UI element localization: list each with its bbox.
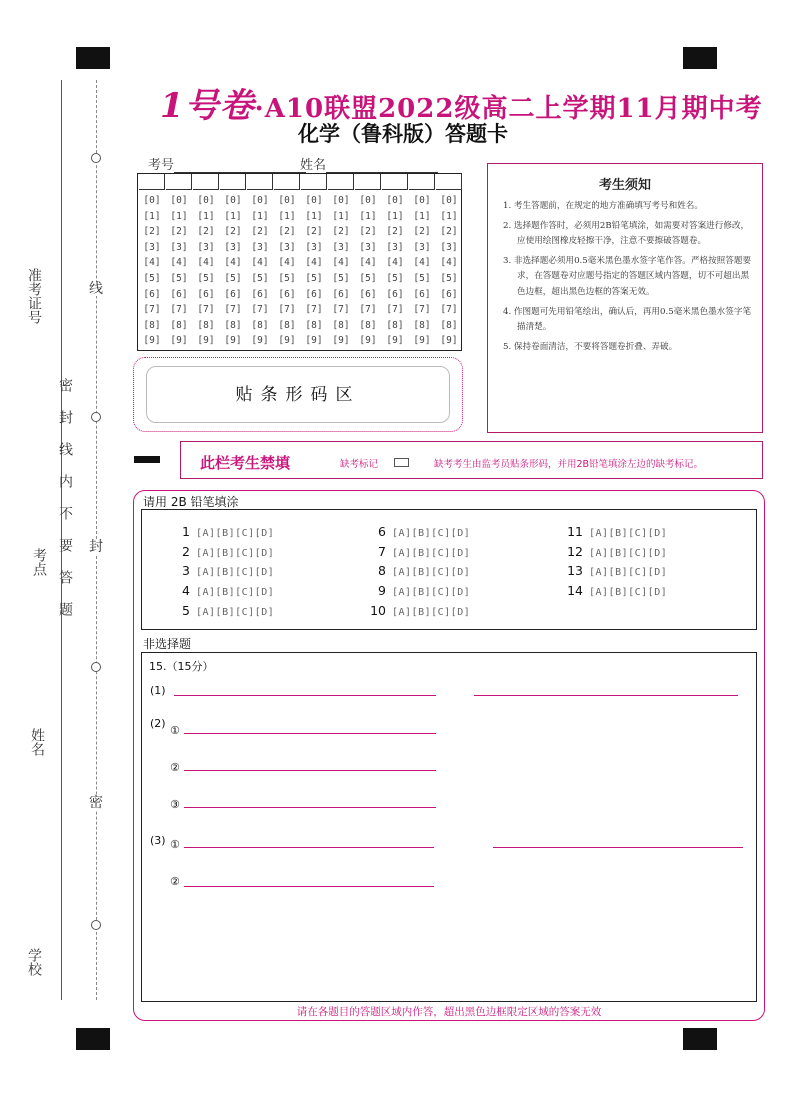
digit-bubble[interactable]: [9]: [251, 335, 269, 347]
mc-question-number: 10: [370, 603, 386, 618]
digit-bubble[interactable]: [0]: [386, 195, 404, 206]
digit-bubble[interactable]: [5]: [197, 272, 215, 284]
digit-bubble[interactable]: [5]: [170, 272, 188, 284]
part-3-sub-1-label: ①: [170, 838, 180, 851]
mc-question-number: 11: [567, 524, 583, 539]
digit-bubble[interactable]: [3]: [143, 241, 161, 253]
multiple-choice-box: [141, 509, 757, 630]
mc-question-number: 13: [567, 563, 583, 578]
digit-bubble[interactable]: [7]: [197, 304, 215, 316]
digit-bubble[interactable]: [2]: [359, 226, 377, 238]
mc-question: [368, 583, 470, 598]
exam-title: 1号卷·A10联盟2022级高二上学期11月期中考: [160, 86, 763, 126]
mc-question-number: 9: [378, 583, 386, 598]
digit-column: [301, 193, 327, 349]
mc-option-bubbles[interactable]: [A][B][C][D]: [196, 548, 275, 559]
digit-bubble[interactable]: [0]: [413, 195, 431, 206]
mc-question: [172, 563, 274, 578]
digit-bubble[interactable]: [1]: [386, 210, 404, 222]
mc-question: [172, 603, 274, 618]
digit-bubble[interactable]: [6]: [251, 288, 269, 300]
digit-bubble[interactable]: [6]: [386, 288, 404, 300]
mc-option-bubbles[interactable]: [A][B][C][D]: [589, 548, 668, 559]
digit-entry-box[interactable]: [328, 174, 354, 190]
notice-item: 2. 选择题作答时，必须用2B铅笔填涂，如需要对答案进行修改，应使用绘图橡皮轻擦干净，注意不要擦破答题卷。: [503, 220, 750, 247]
digit-column: [436, 193, 462, 349]
digit-bubble[interactable]: [4]: [332, 257, 350, 269]
mc-question: [565, 563, 667, 578]
digit-bubble[interactable]: [0]: [278, 195, 296, 206]
mc-question: [565, 524, 667, 539]
digit-bubble[interactable]: [9]: [224, 335, 242, 347]
digit-column: [139, 193, 165, 349]
absent-mark-checkbox[interactable]: [394, 458, 409, 467]
digit-bubble[interactable]: [8]: [278, 319, 296, 331]
digit-bubble[interactable]: [8]: [440, 319, 458, 331]
digit-bubble[interactable]: [8]: [332, 319, 350, 331]
mc-question: [368, 544, 470, 559]
digit-bubble[interactable]: [4]: [170, 257, 188, 269]
digit-bubble[interactable]: [6]: [305, 288, 323, 300]
notice-item: 4. 作图题可先用铅笔绘出，确认后，再用0.5毫米黑色墨水签字笔描清楚。: [503, 306, 752, 333]
digit-entry-box[interactable]: [247, 174, 273, 190]
digit-bubble[interactable]: [7]: [386, 304, 404, 316]
digit-bubble[interactable]: [9]: [413, 335, 431, 347]
answer-line-2-2[interactable]: [184, 770, 436, 771]
digit-bubble[interactable]: [3]: [251, 241, 269, 253]
digit-entry-box[interactable]: [409, 174, 435, 190]
digit-bubble[interactable]: [5]: [440, 272, 458, 284]
part-1-label: (1): [150, 684, 166, 697]
seal-secret-label: 密: [89, 795, 103, 811]
digit-bubble[interactable]: [8]: [143, 319, 161, 331]
digit-column: [409, 193, 435, 349]
digit-bubble[interactable]: [3]: [278, 241, 296, 253]
digit-bubble[interactable]: [1]: [143, 210, 161, 222]
digit-column: [166, 193, 192, 349]
digit-bubble[interactable]: [4]: [197, 257, 215, 269]
digit-bubble[interactable]: [1]: [224, 210, 242, 222]
digit-entry-box[interactable]: [301, 174, 327, 190]
mc-question-number: 1: [182, 524, 190, 539]
digit-bubble[interactable]: [9]: [197, 335, 215, 347]
digit-bubble[interactable]: [2]: [305, 226, 323, 238]
digit-bubble[interactable]: [3]: [170, 241, 188, 253]
mc-question: [172, 583, 274, 598]
digit-entry-box[interactable]: [193, 174, 219, 190]
digit-bubble[interactable]: [5]: [143, 272, 161, 284]
digit-bubble[interactable]: [2]: [224, 226, 242, 238]
mc-question: [368, 563, 470, 578]
digit-bubble[interactable]: [0]: [251, 195, 269, 206]
seal-seal-label: 封: [89, 539, 103, 555]
mc-question-number: 4: [182, 583, 190, 598]
part-3-label: (3): [150, 834, 166, 847]
digit-bubble[interactable]: [6]: [224, 288, 242, 300]
alignment-mark-bottom-left: [76, 1028, 110, 1050]
digit-bubble[interactable]: [6]: [332, 288, 350, 300]
mc-question-number: 5: [182, 603, 190, 618]
answer-line-3-1b[interactable]: [493, 847, 743, 848]
digit-bubble[interactable]: [1]: [413, 210, 431, 222]
digit-bubble[interactable]: [1]: [305, 210, 323, 222]
digit-bubble[interactable]: [2]: [332, 226, 350, 238]
answer-sheet-subtitle: 化学（鲁科版）答题卡: [298, 121, 508, 146]
school-label: 学校: [26, 948, 42, 976]
part-2-sub-2-label: ②: [170, 761, 180, 774]
digit-column: [220, 193, 246, 349]
digit-bubble[interactable]: [1]: [440, 210, 458, 222]
digit-bubble[interactable]: [5]: [251, 272, 269, 284]
mc-question-number: 2: [182, 544, 190, 559]
digit-bubble[interactable]: [8]: [197, 319, 215, 331]
notice-title: 考生须知: [598, 178, 651, 193]
mc-option-bubbles[interactable]: [A][B][C][D]: [589, 587, 668, 598]
seal-warning: 密封线内不要答题: [57, 378, 73, 634]
non-choice-section-label: 非选择题: [143, 637, 192, 651]
mc-question: [368, 524, 470, 539]
digit-column: [382, 193, 408, 349]
mc-option-bubbles[interactable]: [A][B][C][D]: [392, 548, 471, 559]
digit-bubble[interactable]: [0]: [143, 195, 161, 206]
digit-bubble[interactable]: [3]: [305, 241, 323, 253]
digit-entry-box[interactable]: [274, 174, 300, 190]
digit-bubble[interactable]: [0]: [440, 195, 458, 206]
timing-mark: [134, 456, 160, 463]
digit-bubble[interactable]: [5]: [224, 272, 242, 284]
digit-bubble[interactable]: [4]: [413, 257, 431, 269]
mc-option-bubbles[interactable]: [A][B][C][D]: [196, 607, 275, 618]
mc-option-bubbles[interactable]: [A][B][C][D]: [196, 528, 275, 539]
mc-question-number: 7: [378, 544, 386, 559]
name-field[interactable]: 姓名: [300, 154, 438, 173]
digit-bubble[interactable]: [1]: [197, 210, 215, 222]
digit-bubble[interactable]: [2]: [386, 226, 404, 238]
mc-question-number: 8: [378, 563, 386, 578]
absent-mark-label: 缺考标记: [340, 459, 379, 470]
digit-bubble[interactable]: [1]: [359, 210, 377, 222]
digit-bubble[interactable]: [6]: [413, 288, 431, 300]
forbidden-title: 此栏考生禁填: [200, 454, 291, 472]
mc-question: [565, 583, 667, 598]
digit-bubble[interactable]: [7]: [224, 304, 242, 316]
digit-bubble[interactable]: [2]: [143, 226, 161, 238]
digit-bubble[interactable]: [9]: [386, 335, 404, 347]
digit-bubble[interactable]: [3]: [224, 241, 242, 253]
mc-section-label: 请用 2B 铅笔填涂: [143, 495, 239, 509]
question-15-label: 15.（15分）: [149, 660, 214, 673]
digit-bubble[interactable]: [3]: [386, 241, 404, 253]
digit-bubble[interactable]: [7]: [251, 304, 269, 316]
mc-option-bubbles[interactable]: [A][B][C][D]: [196, 587, 275, 598]
mc-question-number: 3: [182, 563, 190, 578]
digit-bubble[interactable]: [5]: [413, 272, 431, 284]
digit-bubble[interactable]: [8]: [251, 319, 269, 331]
candidate-notice: [487, 163, 763, 433]
digit-bubble[interactable]: [0]: [359, 195, 377, 206]
answer-line-3-2[interactable]: [184, 886, 434, 887]
name-label: 姓名: [29, 728, 45, 756]
part-2-sub-1-label: ①: [170, 724, 180, 737]
notice-item: 5. 保持卷面清洁，不要将答题卷折叠、弄破。: [503, 341, 678, 352]
digit-bubble[interactable]: [7]: [332, 304, 350, 316]
answer-line-2-1[interactable]: [184, 733, 436, 734]
digit-bubble[interactable]: [4]: [143, 257, 161, 269]
digit-bubble[interactable]: [4]: [251, 257, 269, 269]
digit-bubble[interactable]: [0]: [170, 195, 188, 206]
digit-bubble[interactable]: [3]: [413, 241, 431, 253]
digit-bubble[interactable]: [7]: [170, 304, 188, 316]
notice-item: 3. 非选择题必须用0.5毫米黑色墨水签字笔作答。严格按照答题要求，在答题卷对应题号指定的答题区域内答题，切不可超出黑色边框，超出黑色边框的答案无效。: [503, 255, 752, 297]
digit-bubble[interactable]: [2]: [413, 226, 431, 238]
digit-bubble[interactable]: [1]: [278, 210, 296, 222]
digit-bubble[interactable]: [3]: [440, 241, 458, 253]
answer-line-3-1a[interactable]: [184, 847, 434, 848]
digit-bubble[interactable]: [2]: [251, 226, 269, 238]
notice-item: 1. 考生答题前，在规定的地方准确填写考号和姓名。: [503, 201, 703, 211]
digit-bubble[interactable]: [3]: [359, 241, 377, 253]
digit-bubble[interactable]: [4]: [440, 257, 458, 269]
digit-entry-box[interactable]: [355, 174, 381, 190]
answer-line-2-3[interactable]: [184, 807, 436, 808]
digit-bubble[interactable]: [2]: [278, 226, 296, 238]
non-choice-box: [141, 652, 757, 1002]
mc-question-number: 6: [378, 524, 386, 539]
digit-bubble[interactable]: [7]: [440, 304, 458, 316]
exam-site-label: 考点: [31, 548, 47, 576]
brand-logo: 1号卷: [160, 86, 255, 126]
digit-entry-box[interactable]: [139, 174, 165, 190]
mc-option-bubbles[interactable]: [A][B][C][D]: [196, 567, 275, 578]
digit-bubble[interactable]: [9]: [170, 335, 188, 347]
digit-bubble[interactable]: [1]: [251, 210, 269, 222]
mc-option-bubbles[interactable]: [A][B][C][D]: [392, 587, 471, 598]
digit-bubble[interactable]: [8]: [305, 319, 323, 331]
digit-column: [355, 193, 381, 349]
absent-note: 缺考考生由监考员贴条形码，并用2B铅笔填涂左边的缺考标记。: [434, 459, 704, 470]
digit-column: [274, 193, 300, 349]
digit-bubble[interactable]: [8]: [359, 319, 377, 331]
digit-bubble[interactable]: [9]: [359, 335, 377, 347]
mc-option-bubbles[interactable]: [A][B][C][D]: [392, 607, 471, 618]
digit-bubble[interactable]: [4]: [224, 257, 242, 269]
digit-bubble[interactable]: [0]: [197, 195, 215, 206]
digit-bubble[interactable]: [1]: [332, 210, 350, 222]
digit-column: [328, 193, 354, 349]
digit-entry-box[interactable]: [220, 174, 246, 190]
seal-line-label: 线: [89, 281, 103, 297]
digit-bubble[interactable]: [7]: [143, 304, 161, 316]
digit-bubble[interactable]: [4]: [305, 257, 323, 269]
digit-bubble[interactable]: [3]: [197, 241, 215, 253]
digit-bubble[interactable]: [7]: [359, 304, 377, 316]
digit-bubble[interactable]: [5]: [305, 272, 323, 284]
digit-bubble[interactable]: [8]: [386, 319, 404, 331]
digit-bubble[interactable]: [7]: [305, 304, 323, 316]
digit-bubble[interactable]: [1]: [170, 210, 188, 222]
mc-question: [368, 603, 470, 618]
footer-warning: 请在各题目的答题区域内作答，超出黑色边框限定区域的答案无效: [296, 1006, 602, 1018]
digit-bubble[interactable]: [9]: [305, 335, 323, 347]
digit-entry-box[interactable]: [382, 174, 408, 190]
digit-column: [247, 193, 273, 349]
digit-bubble[interactable]: [2]: [197, 226, 215, 238]
mc-question: [172, 524, 274, 539]
mc-option-bubbles[interactable]: [A][B][C][D]: [392, 567, 471, 578]
digit-column: [193, 193, 219, 349]
part-3-sub-2-label: ②: [170, 875, 180, 888]
digit-bubble[interactable]: [4]: [278, 257, 296, 269]
digit-bubble[interactable]: [9]: [440, 335, 458, 347]
alignment-mark-bottom-right: [683, 1028, 717, 1050]
digit-bubble[interactable]: [6]: [170, 288, 188, 300]
mc-question-number: 12: [567, 544, 583, 559]
digit-bubble[interactable]: [4]: [359, 257, 377, 269]
digit-bubble[interactable]: [5]: [332, 272, 350, 284]
digit-bubble[interactable]: [8]: [224, 319, 242, 331]
digit-bubble[interactable]: [6]: [278, 288, 296, 300]
digit-bubble[interactable]: [2]: [170, 226, 188, 238]
digit-bubble[interactable]: [5]: [386, 272, 404, 284]
digit-bubble[interactable]: [6]: [359, 288, 377, 300]
digit-bubble[interactable]: [8]: [413, 319, 431, 331]
mc-question: [565, 544, 667, 559]
digit-bubble[interactable]: [9]: [332, 335, 350, 347]
mc-question: [172, 544, 274, 559]
id-number-label: 准考证号: [26, 268, 42, 324]
digit-bubble[interactable]: [0]: [332, 195, 350, 206]
digit-bubble[interactable]: [9]: [143, 335, 161, 347]
answer-line-1b[interactable]: [474, 695, 738, 696]
digit-entry-box[interactable]: [436, 174, 462, 190]
digit-bubble[interactable]: [2]: [440, 226, 458, 238]
barcode-area: 贴条形码区: [146, 366, 450, 423]
mc-question-number: 14: [567, 583, 583, 598]
digit-bubble[interactable]: [6]: [440, 288, 458, 300]
digit-bubble[interactable]: [0]: [224, 195, 242, 206]
alignment-mark-top-right: [683, 47, 717, 69]
mc-option-bubbles[interactable]: [A][B][C][D]: [392, 528, 471, 539]
mc-option-bubbles[interactable]: [A][B][C][D]: [589, 528, 668, 539]
digit-bubble[interactable]: [8]: [170, 319, 188, 331]
part-2-sub-3-label: ③: [170, 798, 180, 811]
digit-bubble[interactable]: [7]: [413, 304, 431, 316]
digit-bubble[interactable]: [7]: [278, 304, 296, 316]
answer-line-1a[interactable]: [174, 695, 436, 696]
exam-number-field[interactable]: 考号: [148, 154, 306, 173]
alignment-mark-top-left: [76, 47, 110, 69]
part-2-label: (2): [150, 717, 166, 730]
digit-bubble[interactable]: [0]: [305, 195, 323, 206]
digit-bubble[interactable]: [3]: [332, 241, 350, 253]
mc-option-bubbles[interactable]: [A][B][C][D]: [589, 567, 668, 578]
digit-bubble[interactable]: [5]: [278, 272, 296, 284]
digit-bubble[interactable]: [5]: [359, 272, 377, 284]
digit-bubble[interactable]: [9]: [278, 335, 296, 347]
exam-number-grid[interactable]: [137, 173, 462, 351]
digit-bubble[interactable]: [6]: [143, 288, 161, 300]
digit-bubble[interactable]: [6]: [197, 288, 215, 300]
digit-bubble[interactable]: [4]: [386, 257, 404, 269]
digit-entry-box[interactable]: [166, 174, 192, 190]
